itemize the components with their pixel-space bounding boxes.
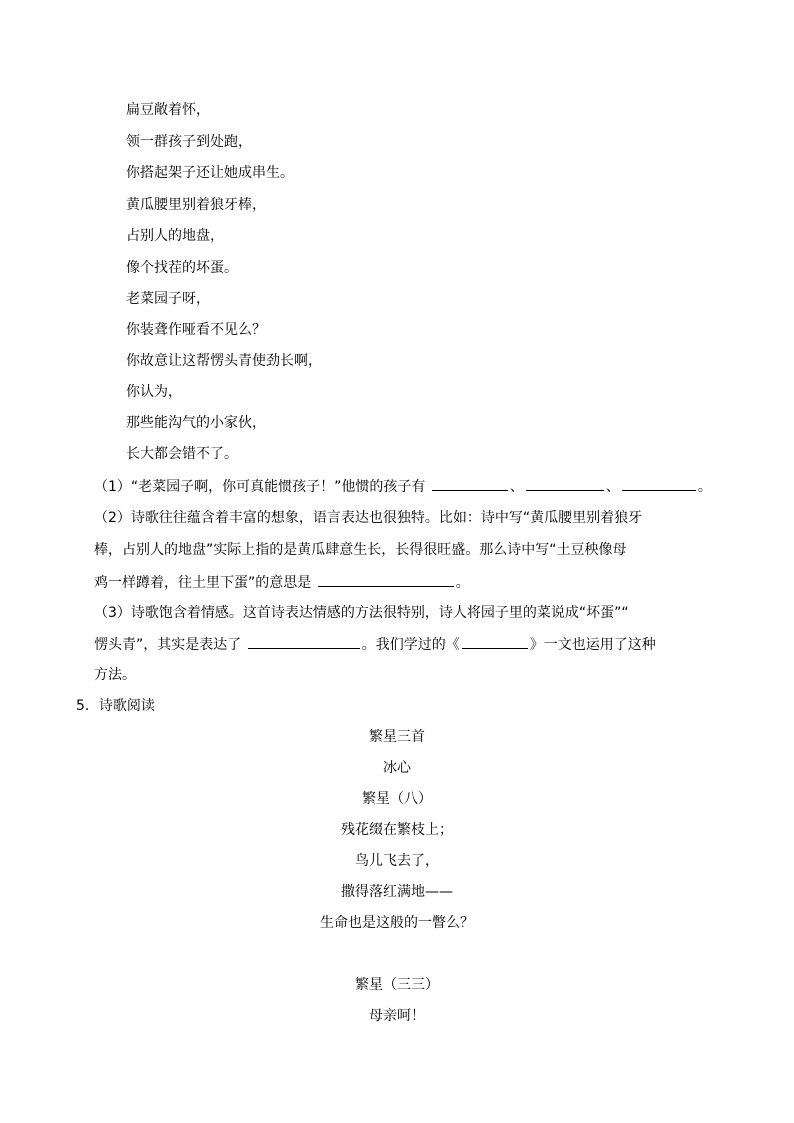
poem-line: 老菜园子呀，	[126, 291, 210, 307]
separator: 、	[509, 479, 524, 495]
poem-line: 残花缀在繁枝上；	[341, 822, 453, 838]
answer-blank[interactable]	[318, 572, 454, 587]
poem-line: 母亲呵！	[369, 1008, 425, 1024]
question-end: 。	[455, 575, 470, 591]
poem-line: 撒得落红满地——	[341, 884, 453, 900]
poem-title: 繁星（八）	[362, 791, 432, 807]
poem-line: 鸟儿飞去了，	[355, 853, 439, 869]
question-3-line: （3）诗歌饱含着情感。这首诗表达情感的方法很特别，诗人将园子里的菜说成“坏蛋”“	[94, 605, 629, 621]
poem-line: 你认为，	[126, 384, 182, 400]
question-1	[94, 476, 712, 497]
poem-title: 繁星（三三）	[355, 977, 439, 993]
poem-line: 你搭起架子还让她成串生。	[126, 165, 294, 181]
section-heading: 5．诗歌阅读	[76, 698, 155, 714]
answer-blank[interactable]	[432, 476, 508, 491]
answer-blank[interactable]	[462, 634, 528, 649]
poem-line: 你装聋作哑看不见么？	[126, 322, 266, 338]
question-2-line: （2）诗歌往往蕴含着丰富的想象，语言表达也很独特。比如：诗中写“黄瓜腰里别着狼牙	[94, 510, 643, 526]
poem-line: 黄瓜腰里别着狼牙棒，	[126, 197, 266, 213]
question-3-line: 方法。	[94, 667, 136, 683]
question-3-line	[94, 634, 656, 655]
question-3-text: 愣头青”，其实是表达了	[94, 637, 242, 653]
poem-line: 像个找茬的坏蛋。	[126, 260, 238, 276]
poem-line: 占别人的地盘，	[126, 228, 224, 244]
poem-collection-title: 繁星三首	[369, 729, 425, 745]
question-end: 。	[697, 479, 712, 495]
poem-line: 扁豆敞着怀，	[126, 102, 210, 118]
answer-blank[interactable]	[622, 476, 696, 491]
poem-line: 领一群孩子到处跑，	[126, 134, 252, 150]
poem-line: 长大都会错不了。	[126, 446, 238, 462]
question-1-text: （1）“老菜园子啊，你可真能惯孩子！”他惯的孩子有	[94, 479, 426, 495]
separator: 、	[605, 479, 620, 495]
poem-author: 冰心	[383, 760, 411, 776]
poem-line: 那些能沟气的小家伙，	[126, 415, 266, 431]
question-3-text: 。我们学过的《	[361, 637, 460, 653]
poem-line: 你故意让这帮愣头青使劲长啊，	[126, 353, 322, 369]
question-2-text: 鸡一样蹲着，往土里下蛋”的意思是	[94, 575, 312, 591]
answer-blank[interactable]	[248, 634, 360, 649]
poem-line: 生命也是这般的一瞥么？	[320, 915, 474, 931]
question-2-line: 棒，占别人的地盘”实际上指的是黄瓜肆意生长，长得很旺盛。那么诗中写“土豆秧像母	[94, 542, 627, 558]
question-2-line	[94, 572, 470, 593]
question-3-text: 》一文也运用了这种	[529, 637, 656, 653]
answer-blank[interactable]	[526, 476, 604, 491]
